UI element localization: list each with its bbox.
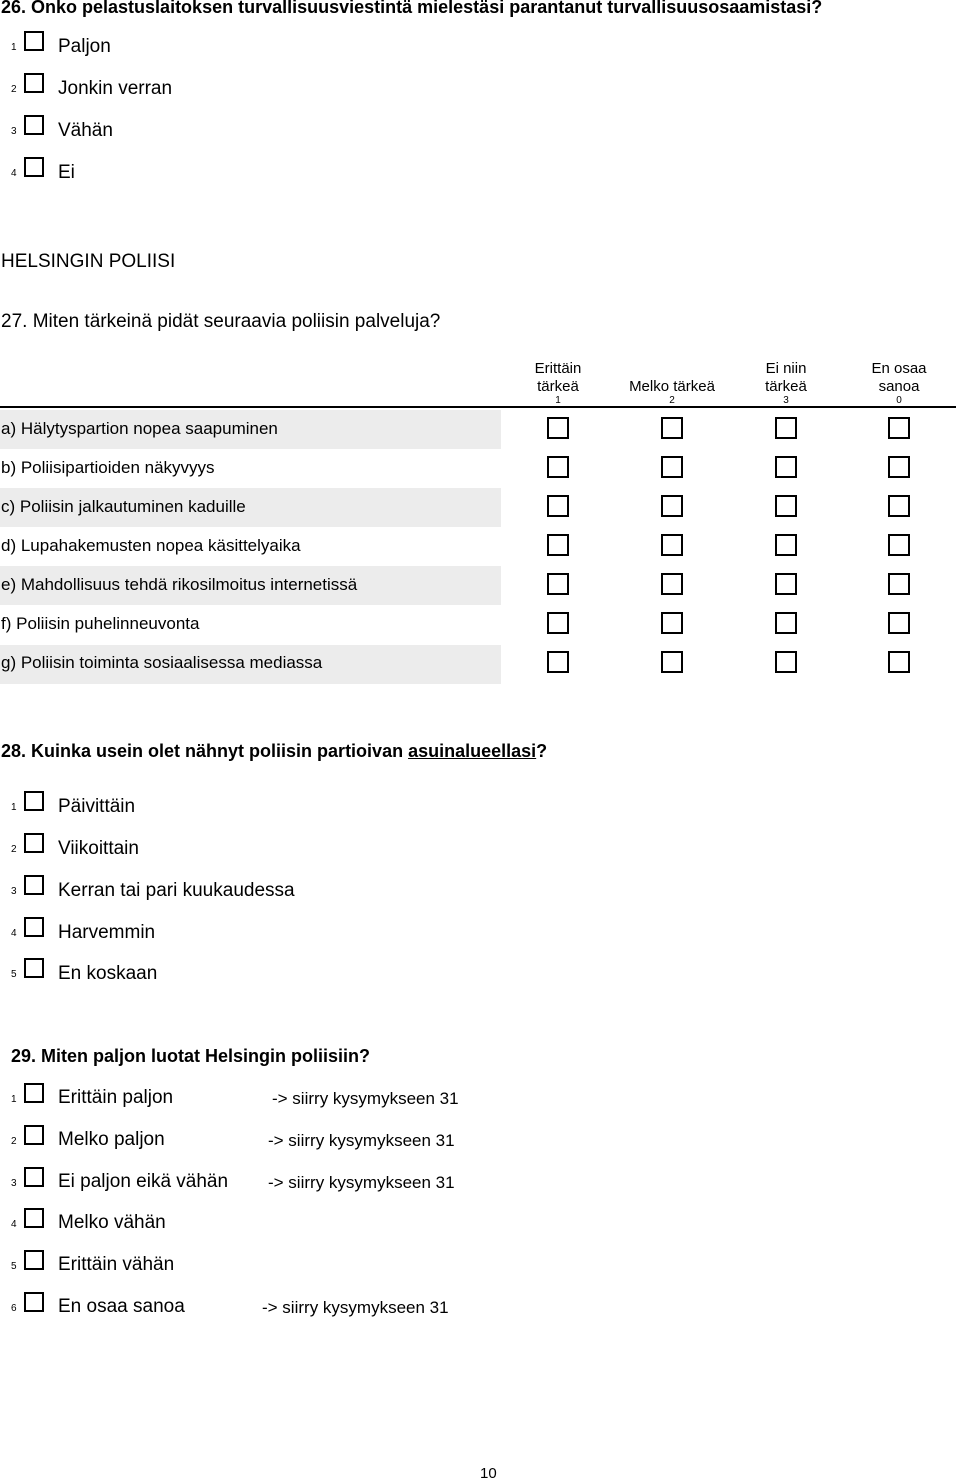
option-number: 4 (11, 168, 17, 179)
option-number: 3 (11, 886, 17, 897)
checkbox[interactable] (24, 1250, 44, 1270)
option-label: Jonkin verran (58, 78, 173, 99)
row-label: g) Poliisin toiminta sosiaalisessa mediassa (1, 653, 323, 672)
option-number: 1 (11, 42, 17, 53)
skip-instruction: -> siirry kysymykseen 31 (268, 1131, 455, 1150)
column-number: 2 (669, 395, 675, 406)
rating-checkbox-col-3[interactable] (775, 456, 797, 478)
q29-title: 29. Miten paljon luotat Helsingin poliisiin? (11, 1046, 371, 1066)
rating-checkbox-col-1[interactable] (547, 651, 569, 673)
column-header: Ei niin tärkeä (765, 360, 807, 395)
rating-checkbox-col-3[interactable] (775, 534, 797, 556)
rating-checkbox-col-4[interactable] (888, 417, 910, 439)
option-number: 4 (11, 928, 17, 939)
checkbox[interactable] (24, 917, 44, 937)
option-label: Melko vähän (58, 1212, 166, 1233)
row-label: e) Mahdollisuus tehdä rikosilmoitus internetissä (1, 575, 358, 594)
checkbox[interactable] (24, 791, 44, 811)
column-header: En osaa sanoa (871, 360, 927, 395)
option-label: Päivittäin (58, 796, 136, 817)
option-label: Paljon (58, 36, 111, 57)
rating-checkbox-col-1[interactable] (547, 573, 569, 595)
rating-checkbox-col-4[interactable] (888, 573, 910, 595)
option-label: Harvemmin (58, 922, 156, 943)
option-number: 5 (11, 969, 17, 980)
row-label: c) Poliisin jalkautuminen kaduille (1, 497, 246, 516)
rating-checkbox-col-2[interactable] (661, 612, 683, 634)
option-number: 4 (11, 1219, 17, 1230)
q26-title: 26. Onko pelastuslaitoksen turvallisuusviestintä mielestäsi parantanut turvallisuusosaamistasi? (1, 0, 823, 17)
rating-checkbox-col-3[interactable] (775, 651, 797, 673)
rating-checkbox-col-4[interactable] (888, 651, 910, 673)
column-header: Erittäin tärkeä (534, 360, 582, 395)
column-number: 1 (555, 395, 561, 406)
checkbox[interactable] (24, 1125, 44, 1145)
option-number: 1 (11, 802, 17, 813)
row-label: b) Poliisipartioiden näkyvyys (1, 458, 215, 477)
option-number: 2 (11, 1136, 17, 1147)
skip-instruction: -> siirry kysymykseen 31 (272, 1089, 459, 1108)
rating-checkbox-col-1[interactable] (547, 495, 569, 517)
rating-checkbox-col-1[interactable] (547, 456, 569, 478)
section-heading: HELSINGIN POLIISI (1, 251, 176, 272)
page-number: 10 (480, 1465, 497, 1482)
row-label: a) Hälytyspartion nopea saapuminen (1, 419, 278, 438)
checkbox[interactable] (24, 833, 44, 853)
rating-checkbox-col-1[interactable] (547, 612, 569, 634)
column-header: Melko tärkeä (629, 378, 715, 395)
row-label: d) Lupahakemusten nopea käsittelyaika (1, 536, 301, 555)
checkbox[interactable] (24, 875, 44, 895)
option-label: Erittäin vähän (58, 1254, 175, 1275)
rating-checkbox-col-2[interactable] (661, 573, 683, 595)
option-label: Ei (58, 162, 75, 183)
option-label: Viikoittain (58, 838, 139, 859)
rating-checkbox-col-2[interactable] (661, 417, 683, 439)
rating-checkbox-col-4[interactable] (888, 456, 910, 478)
rating-checkbox-col-3[interactable] (775, 495, 797, 517)
q28-title: 28. Kuinka usein olet nähnyt poliisin partioivan asuinalueellasi? (1, 741, 548, 761)
q27-title: 27. Miten tärkeinä pidät seuraavia poliisin palveluja? (1, 311, 441, 332)
column-number: 3 (783, 395, 789, 406)
rating-checkbox-col-2[interactable] (661, 534, 683, 556)
checkbox[interactable] (24, 31, 44, 51)
option-number: 1 (11, 1094, 17, 1105)
rating-checkbox-col-2[interactable] (661, 495, 683, 517)
option-number: 2 (11, 84, 17, 95)
rating-checkbox-col-4[interactable] (888, 612, 910, 634)
option-label: En osaa sanoa (58, 1296, 185, 1317)
option-label: En koskaan (58, 963, 158, 984)
option-number: 2 (11, 844, 17, 855)
option-number: 5 (11, 1261, 17, 1272)
rating-checkbox-col-2[interactable] (661, 651, 683, 673)
option-number: 6 (11, 1303, 17, 1314)
option-label: Ei paljon eikä vähän (58, 1171, 229, 1192)
rating-checkbox-col-2[interactable] (661, 456, 683, 478)
checkbox[interactable] (24, 73, 44, 93)
rating-checkbox-col-1[interactable] (547, 417, 569, 439)
option-label: Erittäin paljon (58, 1087, 174, 1108)
rating-checkbox-col-3[interactable] (775, 573, 797, 595)
column-number: 0 (896, 395, 902, 406)
skip-instruction: -> siirry kysymykseen 31 (262, 1298, 449, 1317)
row-label: f) Poliisin puhelinneuvonta (1, 614, 200, 633)
rating-checkbox-col-3[interactable] (775, 612, 797, 634)
option-number: 3 (11, 126, 17, 137)
checkbox[interactable] (24, 1292, 44, 1312)
skip-instruction: -> siirry kysymykseen 31 (268, 1173, 455, 1192)
checkbox[interactable] (24, 1083, 44, 1103)
option-number: 3 (11, 1178, 17, 1189)
checkbox[interactable] (24, 958, 44, 978)
checkbox[interactable] (24, 115, 44, 135)
rating-checkbox-col-4[interactable] (888, 495, 910, 517)
rating-checkbox-col-4[interactable] (888, 534, 910, 556)
option-label: Melko paljon (58, 1129, 165, 1150)
option-label: Kerran tai pari kuukaudessa (58, 880, 295, 901)
checkbox[interactable] (24, 157, 44, 177)
option-label: Vähän (58, 120, 113, 141)
checkbox[interactable] (24, 1208, 44, 1228)
checkbox[interactable] (24, 1167, 44, 1187)
rating-checkbox-col-1[interactable] (547, 534, 569, 556)
header-divider (0, 406, 956, 408)
rating-checkbox-col-3[interactable] (775, 417, 797, 439)
